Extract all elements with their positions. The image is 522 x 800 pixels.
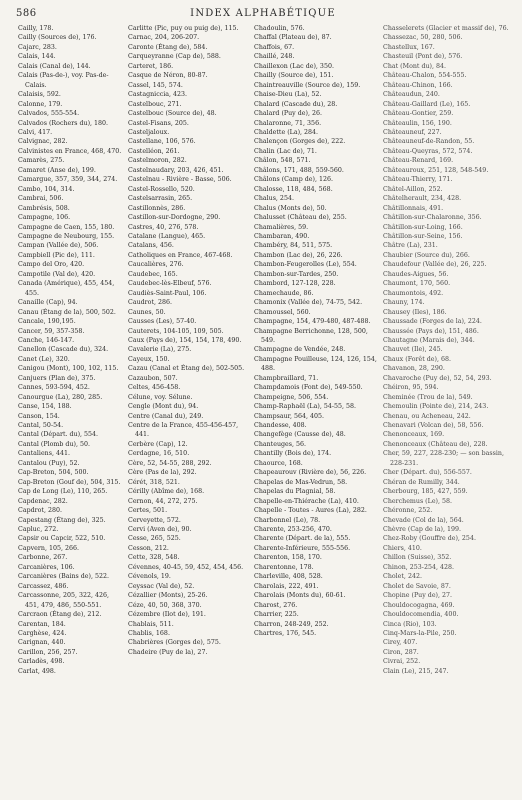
index-entry: Charron, 248-249, 252.	[254, 620, 329, 628]
index-entry: Charleville, 408, 528.	[254, 573, 323, 581]
index-entry: Charente (Départ. de la), 555.	[254, 535, 351, 543]
index-entry: Cambrai, 506.	[18, 195, 64, 203]
index-entry: Champsaur, 564, 405.	[254, 412, 325, 420]
index-entry: Canche, 146-147.	[18, 336, 75, 344]
index-entry: Castelsarrasin, 265.	[128, 195, 193, 203]
index-entry: Cère, 52, 54-55, 288, 292.	[128, 459, 212, 467]
index-entry: Cézallier (Monts), 25-26.	[128, 592, 208, 600]
index-entry: Charrier, 225.	[254, 611, 299, 619]
index-entry: Cap de Long (Le), 110, 265.	[18, 488, 108, 496]
index-entry: Capdenac, 282.	[18, 497, 68, 505]
index-entry: Camargue, 357, 359, 344, 274.	[18, 176, 118, 184]
index-entry: Champ-Raphaël (La), 54-55, 58.	[254, 403, 357, 411]
index-entry: Civrai, 252.	[383, 658, 421, 666]
index-entry: Chèvre (Cap de la), 199.	[383, 526, 461, 534]
index-entry: Cerveyette, 572.	[128, 516, 181, 524]
index-entry: Carcraon (Étang de), 212.	[18, 611, 102, 619]
index-entry: Castelléon, 261.	[128, 147, 180, 155]
index-entry: Castelnau - Rivière - Basse, 506.	[128, 176, 232, 184]
index-entry: Calvados (Rochers du), 180.	[18, 119, 109, 127]
index-entry: Cazau (Canal et Étang de), 502-505.	[128, 365, 245, 373]
index-entry: Chaudes-Aigues, 56.	[383, 270, 449, 278]
index-entry: Chambord, 127-128, 228.	[254, 280, 336, 288]
index-entry: Chapelle - Toutes - Aures (La), 282.	[254, 507, 367, 515]
index-entry: Charentonne, 178.	[254, 563, 314, 571]
index-entry: Carignan, 440.	[18, 639, 66, 647]
index-entry: Châlons, 171, 488, 559-560.	[254, 166, 344, 174]
index-entry: Catalane (Langue), 465.	[128, 232, 206, 240]
index-entry: Cérilly (Abîme de), 168.	[128, 488, 205, 496]
index-entry: Calvignac, 282.	[18, 138, 68, 146]
index-entry: Chenonceaux, 169.	[383, 431, 445, 439]
index-entry: Château-Chalon, 554-555.	[383, 72, 467, 80]
index-entry: Champagne Pouilleuse, 124, 126, 154, 488.	[254, 355, 377, 373]
index-entry: Capdrot, 280.	[18, 507, 62, 515]
index-entry: Castel-Fisans, 205.	[128, 119, 189, 127]
index-entry: Chailly (Source de), 151.	[254, 72, 334, 80]
index-entry: Chapeaurouv (Rivière de), 56, 226.	[254, 469, 367, 477]
index-entry: Chadoulin, 576.	[254, 25, 305, 32]
index-entry: Cère (Pas de la), 292.	[128, 469, 197, 477]
index-entry: Chéran de Rumilly, 344.	[383, 478, 460, 486]
index-entry: Castelnaudary, 203, 426, 451.	[128, 166, 224, 174]
index-entry: Champagne de Vendée, 248.	[254, 346, 346, 354]
index-entry: Cailly (Sources de), 176.	[18, 34, 97, 42]
index-entry: Cazaubon, 507.	[128, 374, 178, 382]
index-entry: Chiers, 410.	[383, 544, 422, 552]
index-entry: Charolais (Monts du), 60-61.	[254, 592, 346, 600]
index-entry: Cauterets, 104-105, 109, 505.	[128, 327, 224, 335]
index-entry: Charbonnel (Le), 78.	[254, 516, 321, 524]
index-entry: Cancale, 190,195.	[18, 318, 76, 326]
index-entry: Caudiès-Saint-Paul, 106.	[128, 289, 207, 297]
index-entry: Cantal (Départ. du), 554.	[18, 431, 99, 439]
index-entry: Cévenols, 19.	[128, 573, 171, 581]
index-entry: Castel-Rossello, 520.	[128, 185, 195, 193]
index-entry: Charolais, 222, 491.	[254, 582, 319, 590]
index-entry: Chambon-Feugerolles (Le), 554.	[254, 261, 357, 269]
index-entry: Campagne, 106.	[18, 214, 71, 222]
index-entry: Chalaronne, 71, 356.	[254, 119, 322, 127]
index-entry: Centre (Canal du), 249.	[128, 412, 204, 420]
index-entry: Chaource, 168.	[254, 459, 303, 467]
index-entry: Céze, 40, 50, 368, 370.	[128, 601, 202, 609]
index-entry: Champbraillard, 71.	[254, 374, 319, 382]
index-entry: Chamechaude, 86.	[254, 289, 314, 297]
index-entry: Ceyssac (Val de), 52.	[128, 582, 195, 590]
index-entry: Campan (Vallée de), 506.	[18, 242, 99, 250]
index-entry: Cambrésis, 508.	[18, 204, 70, 212]
index-entry: Canada (Amérique), 455, 454, 455.	[18, 280, 115, 297]
index-entry: Cesse, 265, 525.	[128, 535, 181, 543]
index-entry: Carbonne, 267.	[18, 554, 68, 562]
index-entry: Capestang (Étang de), 325.	[18, 516, 106, 524]
index-column-2	[128, 24, 251, 794]
index-entry: Chassezac, 50, 280, 506.	[383, 34, 463, 42]
index-entry: Carentan, 184.	[18, 620, 66, 628]
index-entry: Chaffois, 67.	[254, 43, 295, 51]
index-entry: Chadeire (Puy de la), 27.	[128, 648, 208, 656]
index-column-3	[254, 24, 380, 794]
index-entry: Charente, 253-256, 470.	[254, 526, 332, 534]
index-entry: Caucalières, 276.	[128, 261, 184, 269]
index-entry: Chalus, 254.	[254, 195, 294, 203]
index-entry: Chopine (Puy de), 27.	[383, 592, 453, 600]
index-entry: Caunes, 50.	[128, 308, 166, 316]
index-entry: Cancer, 59, 357-358.	[18, 327, 85, 335]
index-entry: Chapelle-en-Thiérache (La), 410.	[254, 497, 359, 505]
index-entry: Cerbère (Cap), 12.	[128, 440, 188, 448]
index-entry: Chaussade (Forges de la), 224.	[383, 318, 482, 326]
index-entry: Cézembre (Ilot de), 191.	[128, 611, 206, 619]
index-entry: Campbiell (Pic de), 111.	[18, 251, 95, 259]
index-entry: Châteauneuf, 227.	[383, 128, 442, 136]
index-entry: Calvi, 417.	[18, 128, 53, 136]
index-entry: Cantal, 50-54.	[18, 422, 64, 430]
index-entry: Carcanières, 106.	[18, 563, 75, 571]
index-entry: Châtel-Aillon, 252.	[383, 185, 443, 193]
index-entry: Campagne de Neubourg, 155.	[18, 232, 115, 240]
index-entry: Chamoussel, 560.	[254, 308, 311, 316]
index-entry: Chamalières, 59.	[254, 223, 309, 231]
index-entry: Canigou (Mont), 100, 102, 115.	[18, 365, 119, 373]
index-entry: Cap-Breton (Gouf de), 504, 315.	[18, 478, 121, 486]
index-entry: Chemoulin (Pointe de), 214, 243.	[383, 403, 489, 411]
index-entry: Catalans, 456.	[128, 242, 174, 250]
index-entry: Certes, 501.	[128, 507, 168, 515]
index-entry: Cassel, 145, 574.	[128, 81, 183, 89]
index-entry: Chillon (Suisse), 352.	[383, 554, 452, 562]
index-entry: Camaret (Anse de), 199.	[18, 166, 96, 174]
index-entry: Carcassonne, 205, 322, 426, 451, 479, 486, 550-551.	[18, 592, 110, 609]
index-entry: Clain (Le), 215, 247.	[383, 667, 449, 675]
index-entry: Casque de Néron, 80-87.	[128, 72, 208, 80]
index-entry: Canau (Étang de la), 500, 502.	[18, 308, 116, 316]
index-entry: Chaussée (Pays de), 151, 486.	[383, 327, 479, 335]
index-entry: Chambaran, 490.	[254, 232, 310, 240]
index-entry: Cerdagne, 16, 510.	[128, 450, 190, 458]
index-entry: Chavaroche (Puy de), 52, 54, 293.	[383, 374, 492, 382]
index-entry: Canjuers (Plan de), 375.	[18, 374, 96, 382]
index-entry: Chaillexon (Lac de), 350.	[254, 62, 334, 70]
index-entry: Célune, voy. Sélune.	[128, 393, 193, 401]
index-entry: Chartres, 176, 545.	[254, 630, 317, 637]
index-entry: Chaumont, 170, 560.	[383, 280, 451, 288]
index-entry: Cap-Breton, 504, 500.	[18, 469, 89, 477]
index-entry: Charenton, 158, 170.	[254, 554, 322, 562]
index-entry: Chambéry, 84, 511, 575.	[254, 242, 333, 250]
index-entry: Cayeux, 150.	[128, 355, 170, 363]
index-entry: Cengle (Mont du), 94.	[128, 403, 199, 411]
index-entry: Cervi (Aven de), 90.	[128, 526, 192, 534]
index-entry: Campotile (Val de), 420.	[18, 270, 96, 278]
index-entry: Chaux (Forêt de), 68.	[383, 355, 452, 363]
index-entry: Chantilly (Bois de), 174.	[254, 450, 332, 458]
index-entry: Cajarc, 283.	[18, 43, 57, 51]
index-entry: Carcassez, 486.	[18, 582, 69, 590]
index-entry: Campo del Oro, 420.	[18, 261, 85, 269]
index-entry: Cinq-Mars-la-Pile, 250.	[383, 630, 457, 637]
index-entry: Châteaulin, 156, 190.	[383, 119, 452, 127]
index-entry: Celtes, 456-458.	[128, 384, 181, 392]
index-entry: Caudebec, 165.	[128, 270, 178, 278]
index-entry: Chamonix (Vallée de), 74-75, 542.	[254, 299, 363, 307]
index-entry: Castillon-sur-Dordogne, 290.	[128, 214, 221, 222]
index-entry: Chalosse, 118, 484, 568.	[254, 185, 333, 193]
index-entry: Carlat, 498.	[18, 667, 56, 675]
index-entry: Champeigne, 506, 554.	[254, 393, 329, 401]
index-entry: Châtillonnais, 491.	[383, 204, 444, 212]
page-title: INDEX ALPHABÉTIQUE	[190, 8, 336, 19]
index-entry: Charost, 276.	[254, 601, 298, 609]
index-entry: Chalard (Cascade du), 28.	[254, 100, 338, 108]
index-entry: Cinca (Rio), 103.	[383, 620, 437, 628]
index-entry: Carlitte (Pic, puy ou puig de), 115.	[128, 25, 239, 32]
index-entry: Chalin (Lac de), 71.	[254, 147, 317, 155]
index-entry: Charente-Inférieure, 555-556.	[254, 544, 351, 552]
index-entry: Carladès, 498.	[18, 658, 65, 666]
index-entry: Cirey, 407.	[383, 639, 418, 647]
index-entry: Causses (Les), 57-40.	[128, 318, 197, 326]
index-entry: Château-Chinon, 166.	[383, 81, 453, 89]
index-entry: Chavanon, 28, 290.	[383, 365, 445, 373]
index-entry: Castres, 40, 276, 578.	[128, 223, 199, 231]
index-entry: Châlons (Camp de), 126.	[254, 176, 333, 184]
index-entry: Castagniccia, 423.	[128, 91, 188, 99]
index-entry: Château-Gontier, 259.	[383, 110, 454, 118]
index-entry: Cher, 59, 227, 228-230; — son bassin, 228-231.	[383, 450, 504, 467]
index-entry: Chevade (Col de la), 564.	[383, 516, 464, 524]
index-entry: Calonne, 179.	[18, 100, 63, 108]
index-entry: Chablais, 511.	[128, 620, 174, 628]
page-number: 586	[16, 8, 37, 19]
index-entry: Calais (Canal de), 144.	[18, 62, 91, 70]
index-entry: Chez-Roby (Gouffre de), 254.	[383, 535, 476, 543]
index-entry: Champagne Berrichonne, 128, 500, 549.	[254, 327, 368, 344]
index-entry: Capsir ou Capcir, 522, 510.	[18, 535, 106, 543]
index-entry: Chandesse, 408.	[254, 422, 307, 430]
index-entry: Chapelas du Plagnial, 58.	[254, 488, 336, 496]
index-entry: Châteaudun, 240.	[383, 91, 440, 99]
index-entry: Cholet de Savoie, 87.	[383, 582, 451, 590]
index-entry: Chambon-sur-Tardes, 250.	[254, 270, 339, 278]
index-entry: Cévennes, 40-45, 59, 452, 454, 456.	[128, 563, 244, 571]
index-entry: Cantalou (Puy), 52.	[18, 459, 80, 467]
index-entry: Cantaliens, 441.	[18, 450, 70, 458]
index-entry: Cavalerie (La), 275.	[128, 346, 192, 354]
index-entry: Chausey (Iles), 186.	[383, 308, 447, 316]
index-entry: Chasselerets (Glacier et massif de), 76.	[383, 25, 509, 32]
index-entry: Chaillé, 248.	[254, 53, 295, 61]
index-entry: Chautagne (Marais de), 344.	[383, 336, 475, 344]
index-entry: Chablis, 168.	[128, 630, 170, 637]
index-entry: Castelmoron, 282.	[128, 157, 187, 165]
index-entry: Catholiques en France, 467-468.	[128, 251, 233, 259]
index-entry: Cannes, 593-594, 452.	[18, 384, 90, 392]
index-entry: Chabrières (Gorges de), 575.	[128, 639, 221, 647]
index-entry: Canet (Le), 320.	[18, 355, 70, 363]
page-header	[16, 8, 510, 24]
index-entry: Cérét, 318, 521.	[128, 478, 180, 486]
index-entry: Cailly, 178.	[18, 25, 54, 32]
index-entry: Castelbouc (Source de), 48.	[128, 110, 217, 118]
index-entry: Chaubier (Source du), 266.	[383, 251, 470, 259]
index-entry: Cholet, 242.	[383, 573, 422, 581]
index-entry: Châtillon-sur-Seine, 156.	[383, 232, 463, 240]
index-entry: Chéiron, 95, 594.	[383, 384, 439, 392]
index-entry: Carnac, 204, 206-207.	[128, 34, 200, 42]
index-entry: Chanteuges, 56.	[254, 440, 307, 448]
index-entry: Calvados, 555-554.	[18, 110, 80, 118]
index-entry: Châtillon-sur-Loing, 166.	[383, 223, 463, 231]
index-entry: Capvern, 105, 266.	[18, 544, 79, 552]
index-column-1	[18, 24, 125, 794]
index-column-4	[383, 24, 513, 794]
index-entry: Chaffal (Plateau de), 87.	[254, 34, 332, 42]
index-entry: Calais (Pas-de-), voy. Pas-de-Calais.	[18, 72, 109, 89]
index-entry: Chalus (Monts de), 50.	[254, 204, 327, 212]
index-entry: Chéronne, 252.	[383, 507, 433, 515]
index-entry: Calais, 144.	[18, 53, 56, 61]
index-entry: Chastellux, 167.	[383, 43, 435, 51]
index-entry: Châtelherault, 234, 428.	[383, 195, 462, 203]
index-entry: Chaldette (La), 284.	[254, 128, 319, 136]
index-entry: Chenau, ou Acheneau, 242.	[383, 412, 471, 420]
index-entry: Centre de la France, 455-456-457, 441.	[128, 422, 239, 439]
index-entry: Cher (Départ. du), 556-557.	[383, 469, 472, 477]
index-entry: Ciron, 287.	[383, 648, 419, 656]
index-entry: Caudebec-lès-Elbeuf, 576.	[128, 280, 212, 288]
index-entry: Canellon (Cascade du), 324.	[18, 346, 109, 354]
index-entry: Caronte (Étang de), 584.	[128, 43, 208, 51]
index-entry: Cherbourg, 185, 427, 559.	[383, 488, 468, 496]
index-entry: Chouldocogagna, 469.	[383, 601, 455, 609]
index-entry: Chasteuil (Pont de), 576.	[383, 53, 463, 61]
index-entry: Chouldocomendia, 400.	[383, 611, 459, 619]
index-entry: Carillon, 256, 257.	[18, 648, 78, 656]
index-entry: Campagne de Caen, 155, 180.	[18, 223, 115, 231]
index-entry: Château-Queyras, 572, 574.	[383, 147, 473, 155]
index-entry: Chauny, 174.	[383, 299, 425, 307]
index-entry: Carteret, 186.	[128, 62, 174, 70]
index-entry: Castellane, 106, 576.	[128, 138, 196, 146]
index-entry: Carqueyranne (Cap de), 588.	[128, 53, 221, 61]
index-entry: Cesson, 212.	[128, 544, 169, 552]
index-entry: Canaille (Cap), 94.	[18, 299, 78, 307]
index-entry: Caux (Pays de), 154, 154, 178, 490.	[128, 336, 242, 344]
index-entry: Camarès, 275.	[18, 157, 65, 165]
index-entry: Champdamois (Font de), 549-550.	[254, 384, 363, 392]
index-entry: Châteauneuf-de-Randon, 55.	[383, 138, 475, 146]
index-entry: Carghèse, 424.	[18, 630, 67, 637]
index-entry: Chapelas de Mas-Vedrun, 58.	[254, 478, 348, 486]
index-entry: Chaise-Dieu (La), 52.	[254, 91, 322, 99]
index-entry: Château-Thierry, 171.	[383, 176, 453, 184]
index-entry: Chambon (Lac de), 26, 226.	[254, 251, 343, 259]
index-entry: Châteauroux, 251, 128, 548-549.	[383, 166, 489, 174]
index-entry: Cheminée (Trou de la), 549.	[383, 393, 473, 401]
index-entry: Châtre (La), 231.	[383, 242, 438, 250]
index-entry: Chaudefour (Vallée de), 26, 225.	[383, 261, 487, 269]
index-entry: Casteljaloux.	[128, 128, 170, 136]
index-entry: Cette, 328, 548.	[128, 554, 180, 562]
index-entry: Chinon, 253-254, 428.	[383, 563, 454, 571]
index-entry: Calvinistes en France, 468, 470.	[18, 147, 122, 155]
index-entry: Chat (Mont du), 84.	[383, 62, 447, 70]
index-entry: Chauvet (Ile), 245.	[383, 346, 443, 354]
index-entry: Canourgue (La), 280, 285.	[18, 393, 103, 401]
index-entry: Château-Gaillard (Le), 165.	[383, 100, 471, 108]
index-entry: Châtillon-sur-Chalaronne, 356.	[383, 214, 482, 222]
index-entry: Castelbouc, 271.	[128, 100, 182, 108]
index-entry: Château-Renard, 169.	[383, 157, 454, 165]
index-entry: Chalard (Puy de), 26.	[254, 110, 322, 118]
index-entry: Canson, 154.	[18, 412, 60, 420]
index-entry: Châlon, 548, 571.	[254, 157, 311, 165]
index-entry: Capluc, 272.	[18, 526, 59, 534]
index-entry: Canse, 154, 188.	[18, 403, 72, 411]
index-entry: Caudrot, 286.	[128, 299, 173, 307]
index-entry: Chaumontois, 492.	[383, 289, 444, 297]
index-entry: Changefège (Causse de), 48.	[254, 431, 346, 439]
index-entry: Chenavari (Volcan de), 58, 556.	[383, 422, 484, 430]
index-entry: Chalençon (Gorges de), 222.	[254, 138, 346, 146]
index-entry: Chenonceaux (Château de), 228.	[383, 440, 488, 448]
index-entry: Carcanières (Bains de), 522.	[18, 573, 110, 581]
index-entry: Chaintreauville (Source de), 159.	[254, 81, 361, 89]
index-entry: Cambo, 104, 314.	[18, 185, 75, 193]
index-entry: Cherchemus (Le), 58.	[383, 497, 453, 505]
index-entry: Cernon, 44, 272, 275.	[128, 497, 198, 505]
index-entry: Castillonnès, 286.	[128, 204, 186, 212]
index-entry: Champagne, 154, 479-480, 487-488.	[254, 318, 371, 326]
index-entry: Cantal (Plomb du), 50.	[18, 440, 90, 448]
index-columns	[18, 24, 516, 794]
index-entry: Chalusset (Château de), 255.	[254, 214, 347, 222]
index-entry: Calaisis, 592.	[18, 91, 61, 99]
